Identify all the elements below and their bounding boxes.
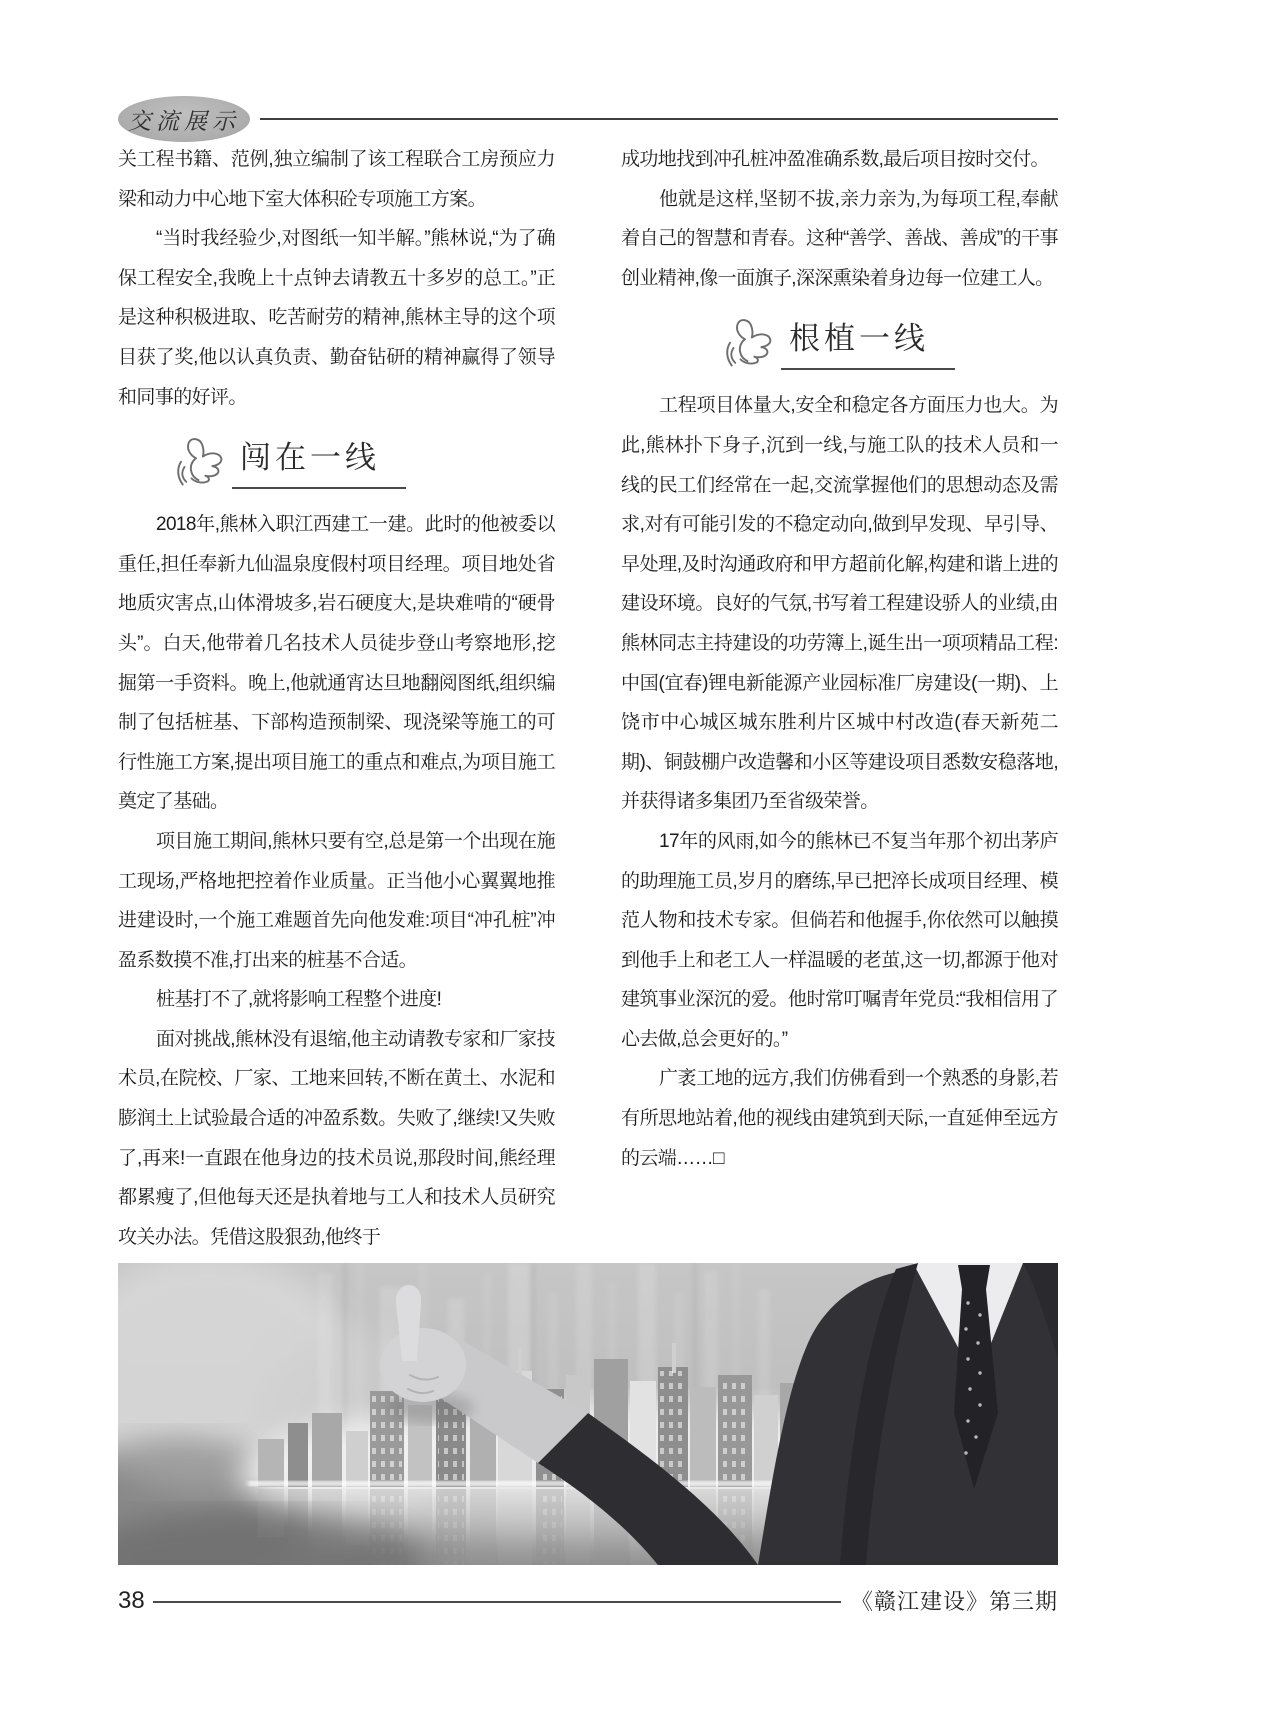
photo-illustration xyxy=(118,1263,1058,1565)
paragraph: 工程项目体量大,安全和稳定各方面压力也大。为此,熊林扑下身子,沉到一线,与施工队的技术人员和一线的民工们经常在一起,交流掌握他们的思想动态及需求,对有可能引发的不稳定动向,做到早发现、早引导、早处理,及时沟通政府和甲方超前化解,构建和谐上进的建设环境。良好的气氛,书写着工程建设骄人的业绩,由熊林同志主持建设的功劳簿上,诞生出一项项精品工程:中国(宜春)锂电新能源产业园标准厂房建设(一期)、上饶市中心城区城东胜利片区城中村改造(春天新苑二期)、铜鼓棚户改造馨和小区等建设项目悉数安稳落地,并获得诸多集团乃至省级荣誉。 xyxy=(621,395,1058,813)
section-badge xyxy=(118,96,250,142)
section-heading-genzhiyixian xyxy=(723,312,1058,370)
article-photo xyxy=(118,1263,1058,1565)
paragraph: 2018年,熊林入职江西建工一建。此时的他被委以重任,担任奉新九仙温泉度假村项目经理。项目地处省地质灾害点,山体滑坡多,岩石硬度大,是块难啃的“硬骨头”。白天,他带着几名技术人员徒步登山考察地形,挖掘第一手资料。晚上,他就通宵达旦地翻阅图纸,组织编制了包括桩基、下部构造预制梁、现浇梁等施工的可行性施工方案,提出项目施工的重点和难点,为项目施工奠定了基础。 xyxy=(118,514,555,813)
page-number: 38 xyxy=(118,1586,145,1614)
paragraph: 桩基打不了,就将影响工程整个进度! xyxy=(156,989,442,1011)
paragraph: 项目施工期间,熊林只要有空,总是第一个出现在施工现场,严格地把控着作业质量。正当他小心翼翼地推进建设时,一个施工难题首先向他发难:项目“冲孔桩”冲盈系数摸不准,打出来的桩基不合适。 xyxy=(118,830,555,971)
section-heading-chuangzaiyixian xyxy=(174,431,555,489)
thumbs-up-icon xyxy=(723,312,779,370)
paragraph: “当时我经验少,对图纸一知半解。”熊林说,“为了确保工程安全,我晚上十点钟去请教五十多岁的总工。”正是这种积极进取、吃苦耐劳的精神,熊林主导的这个项目获了奖,他以认真负责、勤奋钻研的精神赢得了领导和同事的好评。 xyxy=(118,228,555,408)
paragraph: 他就是这样,坚韧不拔,亲力亲为,为每项工程,奉献着自己的智慧和青春。这种“善学、善战、善成”的干事创业精神,像一面旗子,深深熏染着身边每一位建工人。 xyxy=(621,188,1058,289)
footer-rule xyxy=(153,1601,841,1603)
left-column xyxy=(118,140,555,1257)
page-header xyxy=(118,96,1058,142)
paragraph: 面对挑战,熊林没有退缩,他主动请教专家和厂家技术员,在院校、厂家、工地来回转,不断在黄土、水泥和膨润土上试验最合适的冲盈系数。失败了,继续!又失败了,再来!一直跟在他身边的技术员说,那段时间,熊经理都累瘦了,但他每天还是执着地与工人和技术人员研究攻关办法。凭借这股狠劲,他终于 xyxy=(118,1028,555,1248)
section-heading-label: 闯在一线 xyxy=(232,432,406,489)
journal-title: 《赣江建设》第三期 xyxy=(850,1589,1058,1614)
paragraph: 成功地找到冲孔桩冲盈准确系数,最后项目按时交付。 xyxy=(621,149,1049,170)
section-badge-label: 交流展示 xyxy=(128,108,240,135)
page-footer xyxy=(118,1585,1058,1616)
paragraph: 广袤工地的远方,我们仿佛看到一个熟悉的身影,若有所思地站着,他的视线由建筑到天际,一直延伸至远方的云端……□ xyxy=(621,1068,1058,1169)
right-column xyxy=(621,140,1058,1257)
paragraph: 关工程书籍、范例,独立编制了该工程联合工房预应力梁和动力中心地下室大体积砼专项施工方案。 xyxy=(118,149,555,210)
header-rule xyxy=(260,118,1058,120)
thumbs-up-icon xyxy=(174,431,230,489)
section-heading-label: 根植一线 xyxy=(781,313,955,370)
article-body xyxy=(118,140,1058,1257)
paragraph: 17年的风雨,如今的熊林已不复当年那个初出茅庐的助理施工员,岁月的磨练,早已把淬长成项目经理、模范人物和技术专家。但倘若和他握手,你依然可以触摸到他手上和老工人一样温暖的老茧,这一切,都源于他对建筑事业深沉的爱。他时常叮嘱青年党员:“我相信用了心去做,总会更好的。” xyxy=(621,830,1058,1050)
